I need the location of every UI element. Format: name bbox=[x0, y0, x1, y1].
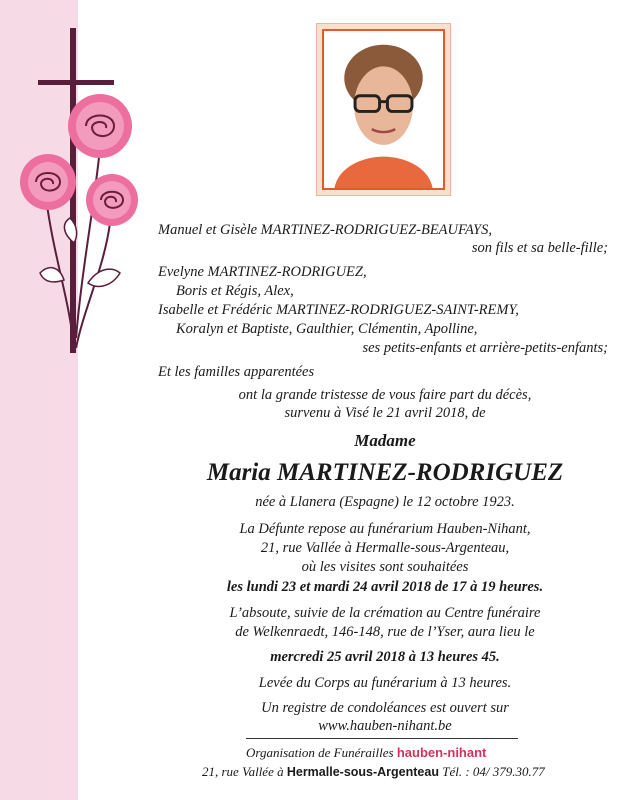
family-line-5-relation: ses petits-enfants et arrière-petits-enfants; bbox=[362, 340, 608, 356]
cross-horizontal-bar bbox=[38, 80, 114, 85]
announcement-line-2: survenu à Visé le 21 avril 2018, de bbox=[284, 405, 486, 421]
footer-address bbox=[202, 763, 545, 781]
family-line-6: Et les familles apparentées bbox=[158, 364, 315, 380]
family-line-2: Evelyne MARTINEZ-RODRIGUEZ, bbox=[158, 264, 367, 280]
rose-top bbox=[68, 94, 132, 158]
footer-org-prefix: Organisation de Funérailles bbox=[246, 745, 394, 760]
family-line-1-relation: son fils et sa belle-fille; bbox=[471, 240, 608, 256]
footer-phone: Tél. : 04/ 379.30.77 bbox=[442, 764, 545, 779]
ceremony-line-2: de Welkenraedt, 146-148, rue de l’Yser, aura lieu le bbox=[235, 624, 535, 640]
ceremony-line-1: L’absoute, suivie de la crémation au Centre funéraire bbox=[229, 605, 541, 621]
portrait-frame bbox=[316, 23, 451, 196]
deceased-birth: née à Llanera (Espagne) le 12 octobre 1923. bbox=[255, 494, 515, 510]
levee-text: Levée du Corps au funérarium à 13 heures. bbox=[258, 675, 512, 691]
footer-organisation bbox=[246, 744, 486, 761]
portrait-illustration bbox=[324, 31, 443, 188]
brand-logo-text: hauben-nihant bbox=[396, 745, 487, 760]
footer-address-town: Hermalle-sous-Argenteau bbox=[286, 765, 439, 779]
family-line-5: Koralyn et Baptiste, Gaulthier, Clémentin, Apolline, bbox=[176, 321, 478, 337]
rose-left bbox=[20, 154, 76, 210]
footer-divider bbox=[246, 738, 518, 739]
visits-line-1: La Défunte repose au funérarium Hauben-Nihant, bbox=[239, 521, 531, 537]
family-line-3: Boris et Régis, Alex, bbox=[176, 283, 294, 299]
rose-right bbox=[86, 174, 138, 226]
ceremony-date: mercredi 25 avril 2018 à 13 heures 45. bbox=[270, 649, 500, 665]
deceased-title: Madame bbox=[354, 431, 416, 450]
stem-top bbox=[76, 148, 100, 338]
visits-schedule: les lundi 23 et mardi 24 avril 2018 de 17 à 19 heures. bbox=[226, 579, 544, 595]
footer-address-prefix: 21, rue Vallée à bbox=[202, 764, 284, 779]
portrait-photo bbox=[322, 29, 445, 190]
condolences-url[interactable]: www.hauben-nihant.be bbox=[318, 718, 452, 734]
leaf-3 bbox=[88, 269, 120, 286]
condolences-line-1: Un registre de condoléances est ouvert sur bbox=[261, 700, 509, 716]
family-line-1: Manuel et Gisèle MARTINEZ-RODRIGUEZ-BEAUFAYS, bbox=[158, 222, 492, 238]
family-line-4: Isabelle et Frédéric MARTINEZ-RODRIGUEZ-SAINT-REMY, bbox=[158, 302, 519, 318]
visits-line-2: 21, rue Vallée à Hermalle-sous-Argenteau, bbox=[260, 540, 510, 556]
cross-roses-decoration bbox=[14, 28, 144, 358]
visits-line-3: où les visites sont souhaitées bbox=[301, 559, 469, 575]
announcement-line-1: ont la grande tristesse de vous faire part du décès, bbox=[238, 387, 532, 403]
deceased-name: Maria MARTINEZ-RODRIGUEZ bbox=[206, 459, 564, 486]
